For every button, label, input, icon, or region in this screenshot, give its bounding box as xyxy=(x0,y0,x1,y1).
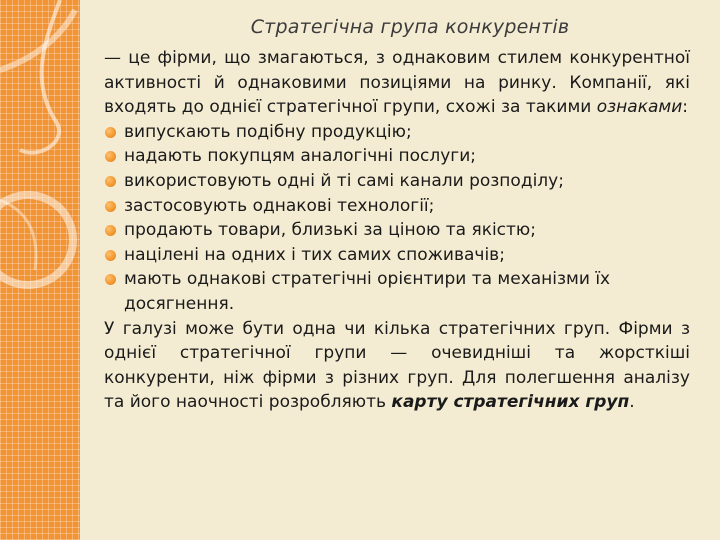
bullet-icon xyxy=(105,201,116,212)
list-item-text: мають однакові стратегічні орієнтири та механізми їх досягнення. xyxy=(124,269,611,314)
decorative-swirl-icon xyxy=(0,0,80,540)
bullet-icon xyxy=(105,250,116,261)
intro-paragraph xyxy=(104,46,690,120)
list-item-text: застосовують однакові технології; xyxy=(124,195,435,216)
list-item xyxy=(104,169,690,194)
list-item xyxy=(104,144,690,169)
outro-suffix: . xyxy=(629,392,635,413)
list-item xyxy=(104,267,690,316)
bullet-icon xyxy=(105,127,116,138)
bullet-icon xyxy=(105,274,116,285)
intro-suffix: : xyxy=(682,97,688,118)
bullet-icon xyxy=(105,225,116,236)
outro-emphasis: карту стратегічних груп xyxy=(391,392,630,413)
bullet-icon xyxy=(105,151,116,162)
list-item-text: націлені на одних і тих самих споживачів; xyxy=(124,244,505,265)
list-item xyxy=(104,194,690,219)
list-item-text: продають товари, близькі за ціною та якістю; xyxy=(124,220,536,241)
features-list xyxy=(104,120,690,317)
list-item xyxy=(104,120,690,145)
page-title: Стратегічна група конкурентів xyxy=(250,16,570,38)
list-item xyxy=(104,243,690,268)
list-item-text: використовують одні й ті самі канали розподілу; xyxy=(124,170,564,191)
intro-emphasis: ознаками xyxy=(596,97,683,118)
list-item-text: випускають подібну продукцію; xyxy=(124,121,412,142)
decorative-side-strip xyxy=(0,0,80,540)
bullet-icon xyxy=(105,176,116,187)
outro-paragraph xyxy=(104,317,690,415)
outro-text: У галузі може бути одна чи кілька стратегічних груп. Фірми з однієї стратегічної групи — очевидніші та жорсткіші конкуренти, ніж фірми з різних груп. Для полегшення аналізу та його наочності розробляють xyxy=(104,318,690,413)
list-item-text: надають покупцям аналогічні послуги; xyxy=(124,146,476,167)
list-item xyxy=(104,218,690,243)
intro-text: — це фірми, що змагаються, з однаковим стилем конкурентної активності й однаковими позиціями на ринку. Компанії, які входять до однієї стратегічної групи, схожі за такими xyxy=(104,48,690,118)
main-content xyxy=(104,46,690,415)
